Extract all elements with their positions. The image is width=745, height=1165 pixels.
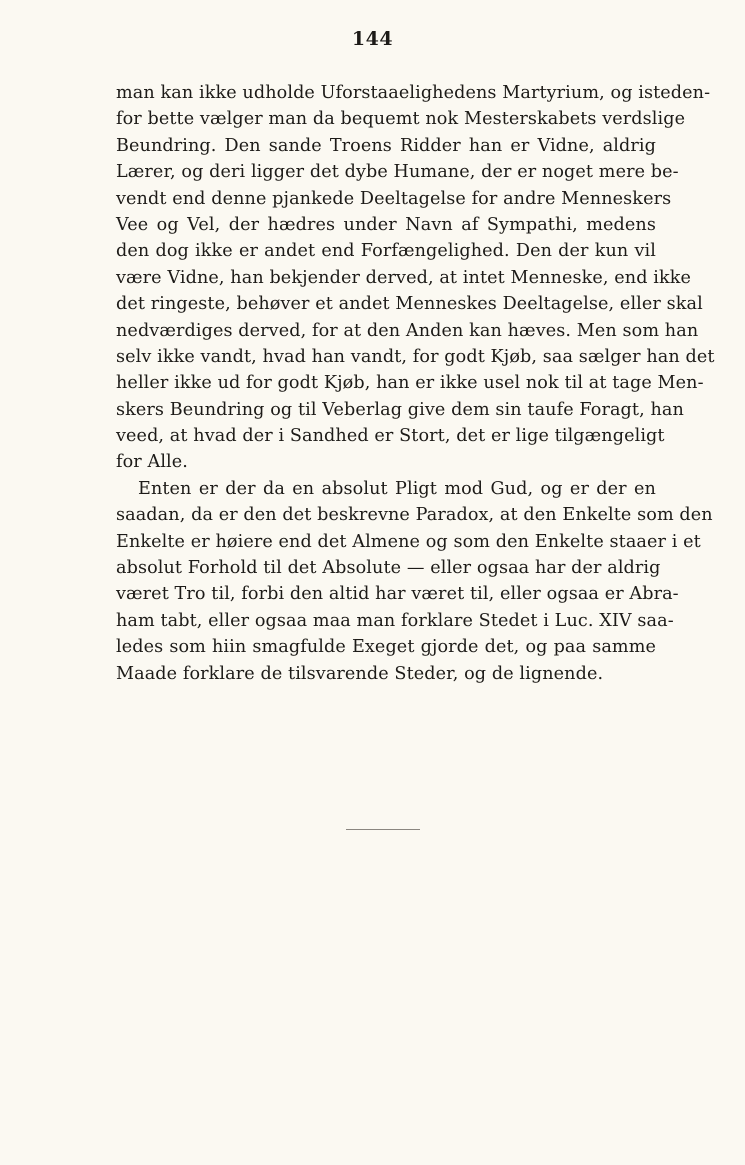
text-line: den dog ikke er andet end Forfængelighed. Den der kun vil <box>116 241 656 262</box>
text-line: saadan, da er den det beskrevne Paradox, at den Enkelte som den <box>116 505 713 526</box>
text-line: skers Beundring og til Veberlag give dem sin taufe Foragt, han <box>116 399 684 420</box>
page-number: 144 <box>351 28 394 50</box>
text-line: for bette vælger man da bequemt nok Mesterskabets verdslige <box>116 109 686 130</box>
body-text <box>116 80 715 687</box>
footer-rule <box>346 829 420 830</box>
paragraph-start-line: Enten er der da en absolut Pligt mod Gud, og er der en <box>138 478 656 499</box>
text-line: veed, at hvad der i Sandhed er Stort, det er lige tilgængeligt <box>116 426 665 447</box>
text-line: ham tabt, eller ogsaa maa man forklare Stedet i Luc. XIV saa- <box>116 610 674 631</box>
text-line: nedværdiges derved, for at den Anden kan hæves. Men som han <box>116 320 699 341</box>
text-line: Lærer, og deri ligger det dybe Humane, der er noget mere be- <box>116 162 679 183</box>
text-line: vendt end denne pjankede Deeltagelse for andre Menneskers <box>116 188 672 209</box>
text-line: absolut Forhold til det Absolute — eller ogsaa har der aldrig <box>116 558 661 579</box>
text-line: været Tro til, forbi den altid har været til, eller ogsaa er Abra- <box>116 584 679 605</box>
text-line: ledes som hiin smagfulde Exeget gjorde det, og paa samme <box>116 637 656 658</box>
text-line: man kan ikke udholde Uforstaaelighedens Martyrium, og isteden- <box>116 83 711 103</box>
text-line: det ringeste, behøver et andet Menneskes Deeltagelse, eller skal <box>116 294 703 315</box>
text-line: være Vidne, han bekjender derved, at intet Menneske, end ikke <box>116 267 692 288</box>
text-line: Vee og Vel, der hædres under Navn af Sympathi, medens <box>116 214 656 235</box>
paragraph-end-line: for Alle. <box>116 452 188 473</box>
text-line: heller ikke ud for godt Kjøb, han er ikke usel nok til at tage Men- <box>116 373 704 394</box>
paragraph-end-line: Maade forklare de tilsvarende Steder, og de lignende. <box>116 663 604 684</box>
text-line: Beundring. Den sande Troens Ridder han er Vidne, aldrig <box>116 135 656 156</box>
text-line: selv ikke vandt, hvad han vandt, for godt Kjøb, saa sælger han det <box>116 346 715 367</box>
text-line: Enkelte er høiere end det Almene og som den Enkelte staaer i et <box>116 531 701 552</box>
